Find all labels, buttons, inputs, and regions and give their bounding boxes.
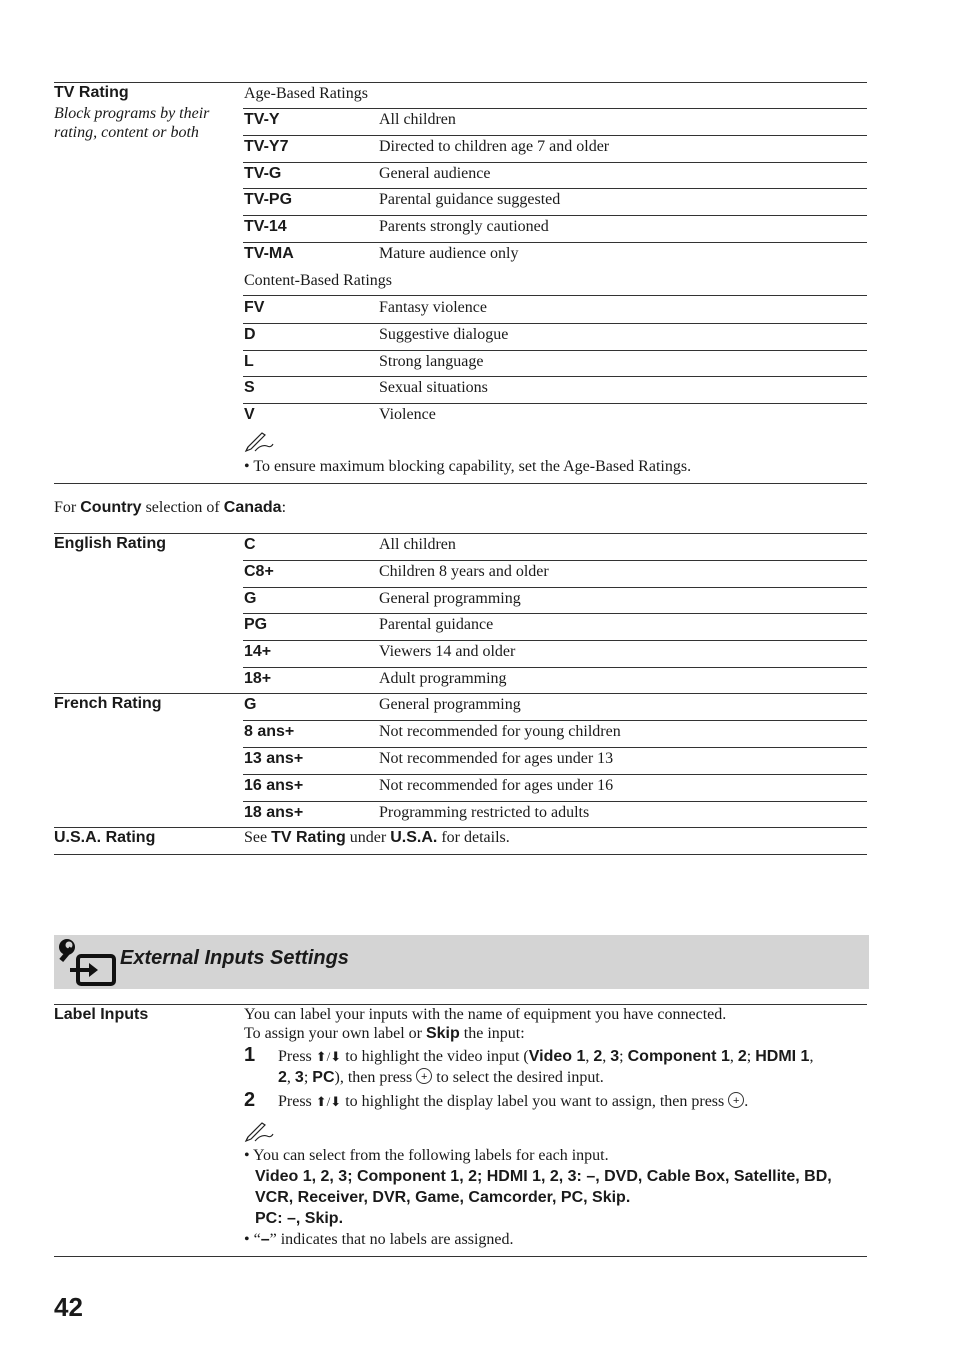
rating-code: TV-MA [244, 245, 294, 262]
rating-code: 18+ [244, 670, 272, 687]
hdmi-term: HDMI 1 [755, 1048, 810, 1065]
rating-description: General audience [379, 164, 491, 182]
note2-text: ” indicates that no labels are assigned. [269, 1231, 514, 1248]
rating-code: TV-Y7 [244, 137, 289, 155]
label-inputs-label: Label Inputs [54, 1006, 149, 1023]
step2-text: to highlight the display label you want to assign, then press [341, 1093, 729, 1110]
rule [54, 854, 867, 855]
rating-code: 13 ans+ [244, 750, 304, 767]
rating-row [243, 774, 867, 800]
rating-row [243, 560, 867, 586]
rating-row [243, 693, 867, 719]
line2-pre: To assign your own label or [244, 1025, 426, 1042]
tv-rating-note: • To ensure maximum blocking capability, set the Age-Based Ratings. [244, 458, 692, 475]
rating-description: Mature audience only [379, 245, 519, 262]
rating-row [243, 108, 867, 134]
content-based-header [243, 269, 867, 295]
usa-rating-desc [244, 828, 510, 848]
step1-text: , [729, 1048, 738, 1065]
label-note-2 [244, 1230, 514, 1250]
rating-description: Not recommended for ages under 13 [379, 750, 614, 767]
external-inputs-icon [56, 936, 118, 988]
step1-text: , [809, 1048, 814, 1065]
rating-description: Parental guidance [379, 616, 494, 634]
rating-description: Not recommended for ages under 16 [379, 777, 614, 794]
english-rating-label: English Rating [54, 535, 166, 552]
rating-description: Viewers 14 and older [379, 643, 516, 661]
note-pencil-icon [243, 1122, 275, 1144]
component-term: Component 1 [627, 1048, 730, 1065]
page-number: 42 [54, 1292, 83, 1322]
skip-term: Skip [425, 1025, 460, 1042]
step-1-number: 1 [244, 1044, 256, 1066]
step1-text: , [585, 1048, 594, 1065]
rating-row [243, 350, 867, 376]
intro-pre: For [54, 499, 81, 516]
rating-description: Suggestive dialogue [379, 325, 509, 343]
usa-post: for details. [437, 829, 510, 846]
rating-code: 16 ans+ [244, 777, 304, 794]
usa-rating-label: U.S.A. Rating [54, 829, 156, 846]
rule [54, 483, 867, 484]
usa-mid: under [345, 829, 391, 846]
up-down-arrow-icon: ⬆/⬇ [315, 1049, 342, 1064]
rating-code: G [244, 589, 257, 607]
rating-description: General programming [379, 696, 521, 713]
rating-description: Directed to children age 7 and older [379, 137, 610, 155]
rating-code: C8+ [244, 562, 274, 580]
rating-code: 18 ans+ [244, 804, 304, 821]
enter-button-icon [728, 1092, 744, 1108]
rating-description: All children [379, 536, 456, 553]
rating-description: Fantasy violence [379, 299, 487, 316]
rating-description: Children 8 years and older [379, 562, 549, 580]
label-inputs-line2 [244, 1024, 525, 1044]
term: 3 [610, 1048, 620, 1065]
rating-code: L [244, 352, 254, 370]
rating-description: Programming restricted to adults [379, 804, 590, 821]
age-based-header-text: Age-Based Ratings [244, 85, 368, 102]
rating-row [243, 376, 867, 402]
pc-term: PC [312, 1069, 335, 1086]
rating-row [243, 667, 867, 693]
rating-row [243, 801, 867, 827]
rating-row [243, 587, 867, 613]
step1-text: , [286, 1069, 295, 1086]
tv-rating-subtitle: Block programs by their rating, content or both [54, 105, 210, 141]
labels-list-line3: PC: –, Skip. [255, 1210, 344, 1227]
step2-text: . [744, 1093, 749, 1110]
rating-code: V [244, 406, 255, 424]
rating-code: PG [244, 616, 268, 634]
step1-text: ), then press [334, 1069, 417, 1086]
intro-mid: selection of [141, 499, 224, 516]
term: 2 [593, 1048, 603, 1065]
rating-code: TV-PG [244, 191, 293, 209]
rating-row [243, 242, 867, 268]
rating-code: C [244, 536, 256, 553]
canada-intro [54, 498, 286, 518]
step1-text: ; [303, 1069, 313, 1086]
rating-code: TV-Y [244, 111, 280, 128]
rule [243, 242, 867, 243]
rating-row [243, 162, 867, 188]
rating-code: S [244, 379, 255, 397]
note2-text: • “ [244, 1231, 261, 1248]
rule [54, 1256, 867, 1257]
step-1-line2 [278, 1068, 604, 1088]
rating-row [243, 296, 867, 322]
step1-text: ; [619, 1048, 628, 1065]
term: 3 [294, 1069, 304, 1086]
intro-post: : [281, 499, 287, 516]
label-note-1: • You can select from the following labels for each input. [244, 1147, 609, 1164]
step-2-line [278, 1092, 748, 1112]
rating-code: TV-G [244, 164, 282, 182]
rating-row [243, 747, 867, 773]
tv-rating-label: TV Rating [54, 84, 129, 101]
rating-description: General programming [379, 589, 521, 607]
rating-description: Sexual situations [379, 379, 488, 397]
usa-term: U.S.A. [390, 829, 438, 846]
step1-text: ; [746, 1048, 756, 1065]
rating-row [243, 135, 867, 161]
rating-row [243, 720, 867, 746]
label-inputs-line1: You can label your inputs with the name of equipment you have connected. [244, 1006, 727, 1023]
rating-row [243, 533, 867, 559]
note-pencil-icon [243, 432, 275, 454]
country-term: Country [80, 499, 142, 516]
rating-code: 14+ [244, 643, 272, 661]
rating-row [243, 613, 867, 639]
age-based-header [243, 82, 867, 108]
content-based-header-text: Content-Based Ratings [244, 272, 392, 289]
rating-code: TV-14 [244, 218, 287, 236]
french-rating-label: French Rating [54, 695, 162, 712]
video-term: Video 1 [528, 1048, 586, 1065]
rating-row [243, 215, 867, 241]
step1-text: to select the desired input. [432, 1069, 604, 1086]
rating-row [243, 403, 867, 429]
rating-description: Violence [379, 406, 436, 424]
usa-pre: See [244, 829, 272, 846]
labels-list-line1: Video 1, 2, 3; Component 1, 2; HDMI 1, 2, 3: –, DVD, Cable Box, Satellite, BD, [255, 1168, 832, 1185]
term: 2 [278, 1069, 287, 1086]
canada-term: Canada [223, 499, 282, 516]
labels-list-line2: VCR, Receiver, DVR, Game, Camcorder, PC, Skip. [255, 1189, 631, 1206]
dash-term: – [260, 1231, 270, 1248]
rating-description: Strong language [379, 352, 484, 370]
enter-button-icon [416, 1068, 432, 1084]
step-1-line1 [278, 1047, 813, 1067]
step2-text: Press [278, 1093, 316, 1110]
rating-description: Parental guidance suggested [379, 191, 561, 209]
step1-text: , [602, 1048, 611, 1065]
rating-row [243, 640, 867, 666]
rating-row [243, 188, 867, 214]
tv-rating-term: TV Rating [271, 829, 346, 846]
rating-description: All children [379, 111, 456, 128]
section-title: External Inputs Settings [120, 947, 349, 969]
rating-description: Parents strongly cautioned [379, 218, 549, 236]
rating-description: Adult programming [379, 670, 507, 687]
step1-text: Press [278, 1048, 316, 1065]
step1-text: to highlight the video input ( [341, 1048, 529, 1065]
term: 2 [737, 1048, 747, 1065]
up-down-arrow-icon: ⬆/⬇ [315, 1094, 342, 1109]
rating-code: FV [244, 299, 265, 316]
step-2-number: 2 [244, 1089, 256, 1111]
rating-code: 8 ans+ [244, 723, 295, 740]
rating-description: Not recommended for young children [379, 723, 621, 740]
rating-code: G [244, 696, 257, 713]
rating-row [243, 323, 867, 349]
line2-post: the input: [459, 1025, 525, 1042]
rating-code: D [244, 325, 256, 343]
